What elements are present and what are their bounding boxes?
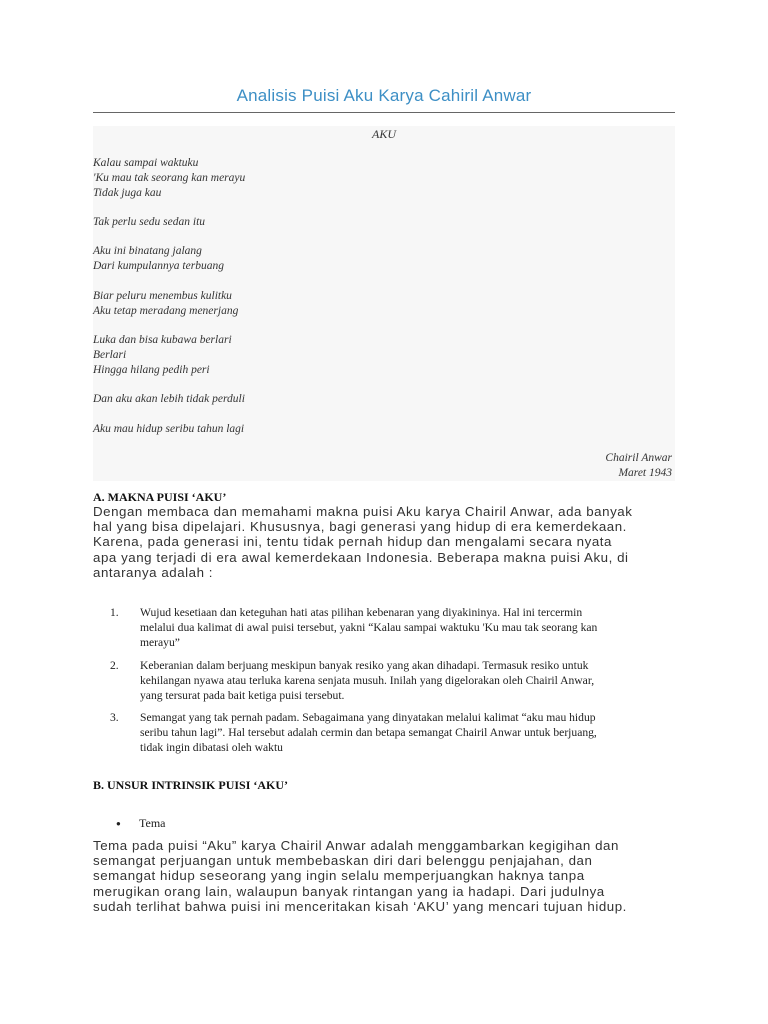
list-line: merayu” xyxy=(140,636,180,649)
list-number: 2. xyxy=(110,659,119,672)
paragraph-line: hal yang bisa dipelajari. Khususnya, bagi generasi yang hidup di era kemerdekaan. xyxy=(93,519,627,535)
section-a-paragraph xyxy=(93,504,683,580)
bullet-icon: ● xyxy=(116,819,121,828)
paragraph-line: merugikan orang lain, walaupun banyak rintangan yang ia hadapi. Dari judulnya xyxy=(93,883,605,899)
list-line: yang tersurat pada bait ketiga puisi tersebut. xyxy=(140,689,345,702)
poem-line: Aku tetap meradang menerjang xyxy=(93,305,239,317)
paragraph-line: antaranya adalah : xyxy=(93,564,214,580)
poem-line: Aku mau hidup seribu tahun lagi xyxy=(93,423,245,435)
title-divider xyxy=(93,112,675,113)
poem-line: 'Ku mau tak seorang kan merayu xyxy=(93,172,246,184)
paragraph-line: semangat hidup seseorang yang ingin selalu memperjuangkan haknya tanpa xyxy=(93,868,585,884)
poem-line: Aku ini binatang jalang xyxy=(93,245,202,257)
poem-title: AKU xyxy=(372,127,396,141)
poem-block xyxy=(93,126,675,481)
poem-line: Dan aku akan lebih tidak perduli xyxy=(93,393,245,405)
poem-line: Biar peluru menembus kulitku xyxy=(93,290,232,302)
list-number: 3. xyxy=(110,711,119,724)
list-text xyxy=(140,605,680,650)
list-line: Wujud kesetiaan dan keteguhan hati atas pilihan kebenaran yang diyakininya. Hal ini tercermin xyxy=(140,606,583,619)
paragraph-line: semangat perjuangan untuk membebaskan diri dari belenggu penjajahan, dan xyxy=(93,853,593,869)
section-a-heading: A. MAKNA PUISI ‘AKU’ xyxy=(93,490,227,504)
list-line: melalui dua kalimat di awal puisi tersebut, yakni “Kalau sampai waktuku 'Ku mau tak seorang kan xyxy=(140,621,598,634)
paragraph-line: apa yang terjadi di era awal kemerdekaan Indonesia. Beberapa makna puisi Aku, di xyxy=(93,549,629,565)
list-line: seribu tahun lagi”. Hal tersebut adalah cermin dan betapa semangat Chairil Anwar untuk berjuang, xyxy=(140,726,597,739)
list-line: Keberanian dalam berjuang meskipun banyak resiko yang akan dihadapi. Termasuk resiko untuk xyxy=(140,659,589,672)
list-text xyxy=(140,710,680,755)
poem-line: Dari kumpulannya terbuang xyxy=(93,260,224,272)
paragraph-line: Dengan membaca dan memahami makna puisi Aku karya Chairil Anwar, ada banyak xyxy=(93,504,633,519)
paragraph-line: Karena, pada generasi ini, tentu tidak pernah hidup dan mengalami secara nyata xyxy=(93,534,612,550)
list-line: kehilangan nyawa atau terluka karena senjata musuh. Inilah yang digelorakan oleh Chairil Anwar, xyxy=(140,674,595,687)
section-b-heading: B. UNSUR INTRINSIK PUISI ‘AKU’ xyxy=(93,778,289,792)
paragraph-line: Tema pada puisi “Aku” karya Chairil Anwar adalah menggambarkan kegigihan dan xyxy=(93,838,619,853)
poem-line: Hingga hilang pedih peri xyxy=(93,364,210,376)
paragraph-line: sudah terlihat bahwa puisi ini menceritakan kisah ‘AKU’ yang mencari tujuan hidup. xyxy=(93,898,627,914)
document-title: Analisis Puisi Aku Karya Cahiril Anwar xyxy=(236,86,532,105)
poem-line: Tidak juga kau xyxy=(93,187,162,199)
poem-line: Tak perlu sedu sedan itu xyxy=(93,216,206,228)
poem-date: Maret 1943 xyxy=(618,467,672,479)
poem-line: Berlari xyxy=(93,349,127,361)
section-b-paragraph xyxy=(93,838,683,914)
list-line: Semangat yang tak pernah padam. Sebagaimana yang dinyatakan melalui kalimat “aku mau hidup xyxy=(140,711,596,724)
list-text xyxy=(140,658,680,703)
list-line: tidak ingin dibatasi oleh waktu xyxy=(140,741,283,754)
poem-author: Chairil Anwar xyxy=(605,452,672,464)
bullet-label: Tema xyxy=(139,816,166,830)
poem-line: Luka dan bisa kubawa berlari xyxy=(93,334,232,346)
list-number: 1. xyxy=(110,606,119,619)
poem-line: Kalau sampai waktuku xyxy=(93,157,199,169)
